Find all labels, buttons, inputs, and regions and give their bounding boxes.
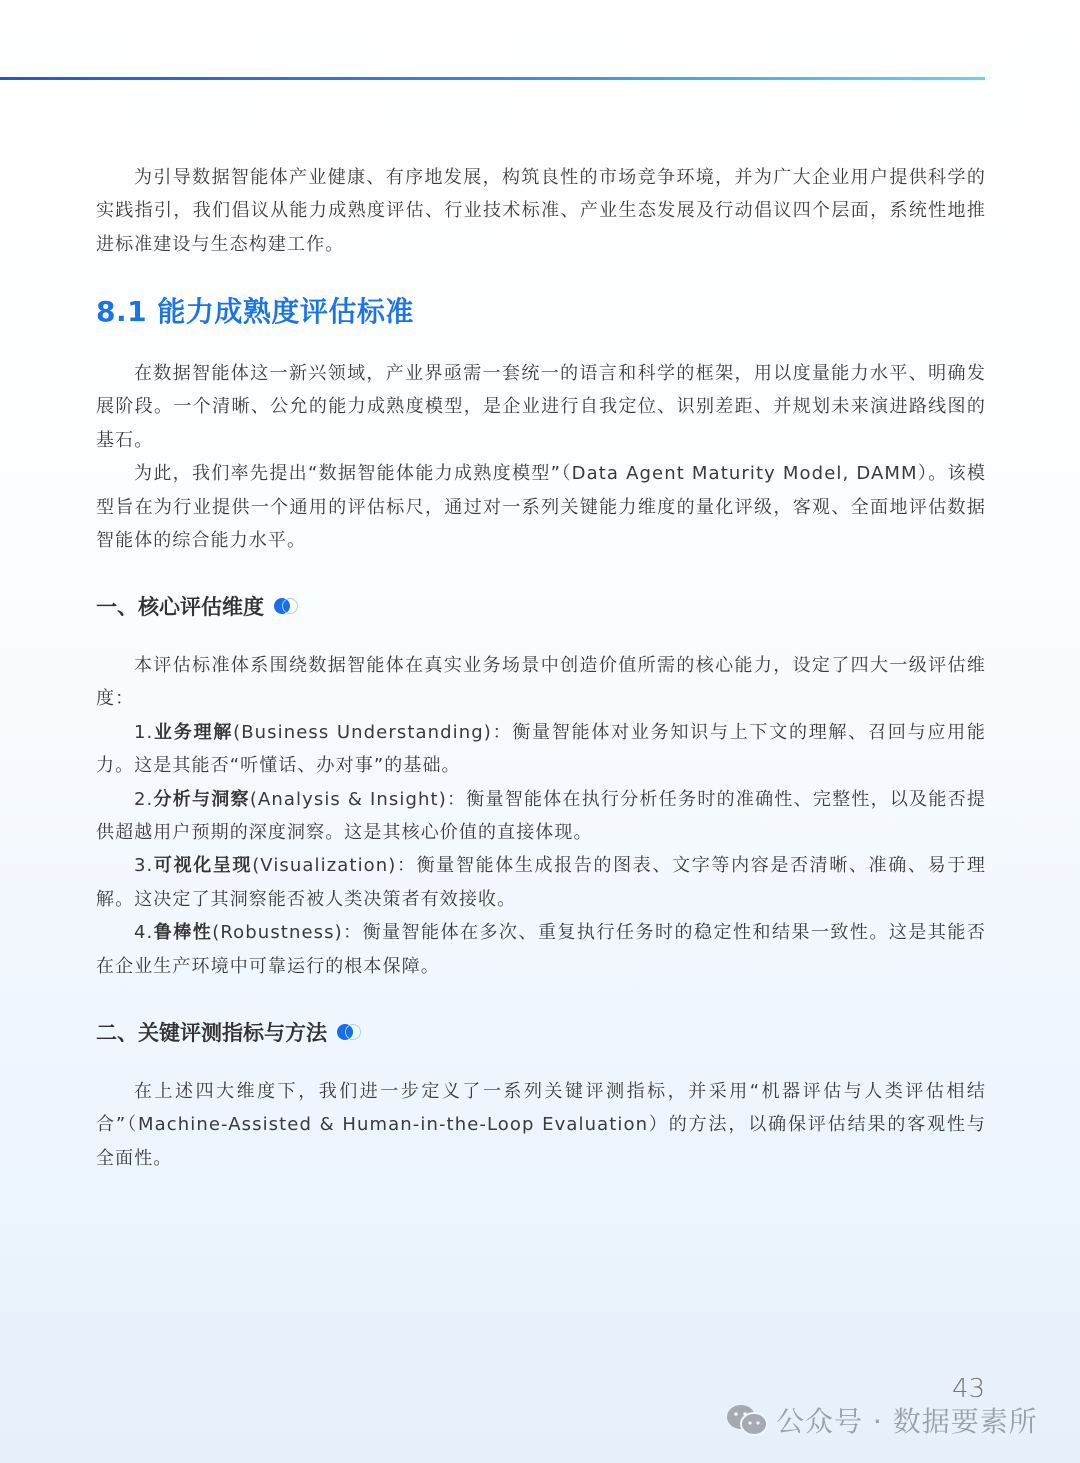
intro-paragraph	[96, 161, 986, 261]
item-number: 3.	[134, 855, 154, 877]
list-item	[96, 849, 986, 916]
item-english: (Robustness)：	[212, 922, 363, 944]
watermark	[726, 1400, 1038, 1440]
item-english: (Visualization)：	[252, 855, 417, 877]
item-term: 分析与洞察	[153, 788, 250, 810]
item-english: (Business Understanding)：	[233, 721, 513, 743]
section-body	[96, 357, 986, 557]
item-desc: 衡量智能体在执行分析任务时的准确性、完整性，以及能否提供超越用户预期的深度洞察。这是其核心价值的直接体现。	[96, 788, 987, 844]
paragraph: 为此，我们率先提出“数据智能体能力成熟度模型”（Data Agent Maturity Model, DAMM）。该模型旨在为行业提供一个通用的评估标尺，通过对一系列关键能力维度的量化评级，客观、全面地评估数据智能体的综合能力水平。	[96, 463, 986, 552]
subsection-heading-2	[96, 1017, 365, 1047]
list-item	[96, 716, 986, 783]
toggle-dot-icon	[274, 597, 302, 615]
item-number: 1.	[134, 721, 154, 743]
dimensions-body	[96, 649, 986, 983]
item-term: 可视化呈现	[153, 855, 253, 877]
item-number: 2.	[134, 788, 154, 810]
item-desc: 衡量智能体对业务知识与上下文的理解、召回与应用能力。这是其能否“听懂话、办对事”的基础。	[96, 721, 986, 777]
watermark-text: 公众号 · 数据要素所	[776, 1405, 1038, 1438]
list-item	[96, 916, 986, 983]
toggle-dot-icon	[337, 1023, 365, 1041]
page-number: 43	[952, 1374, 986, 1404]
wechat-icon	[726, 1403, 768, 1437]
item-desc: 衡量智能体在多次、重复执行任务时的稳定性和结果一致性。这是其能否在企业生产环境中可靠运行的根本保障。	[96, 922, 986, 977]
section-title: 8.1 能力成熟度评估标准	[96, 295, 414, 328]
header-rule	[0, 77, 985, 80]
item-english: (Analysis & Insight)：	[249, 788, 467, 810]
paragraph: 本评估标准体系围绕数据智能体在真实业务场景中创造价值所需的核心能力，设定了四大一级评估维度：	[96, 655, 986, 710]
item-term: 鲁棒性	[153, 922, 213, 944]
item-term: 业务理解	[153, 721, 234, 743]
intro-text: 为引导数据智能体产业健康、有序地发展，构筑良性的市场竞争环境，并为广大企业用户提供科学的实践指引，我们倡议从能力成熟度评估、行业技术标准、产业生态发展及行动倡议四个层面，系统性地推进标准建设与生态构建工作。	[96, 167, 986, 255]
subsection-title: 二、关键评测指标与方法	[96, 1021, 327, 1045]
item-number: 4.	[134, 922, 154, 944]
subsection-heading-1	[96, 591, 302, 621]
methods-body	[96, 1075, 986, 1175]
item-desc: 衡量智能体生成报告的图表、文字等内容是否清晰、准确、易于理解。这决定了其洞察能否被人类决策者有效接收。	[96, 855, 986, 910]
paragraph: 在数据智能体这一新兴领域，产业界亟需一套统一的语言和科学的框架，用以度量能力水平、明确发展阶段。一个清晰、公允的能力成熟度模型，是企业进行自我定位、识别差距、并规划未来演进路线图的基石。	[96, 363, 986, 451]
list-item	[96, 783, 986, 850]
paragraph: 在上述四大维度下，我们进一步定义了一系列关键评测指标，并采用“机器评估与人类评估相结合”（Machine-Assisted & Human-in-the-Loop Evaluation）的方法，以确保评估结果的客观性与全面性。	[96, 1081, 986, 1169]
subsection-title: 一、核心评估维度	[96, 595, 264, 619]
